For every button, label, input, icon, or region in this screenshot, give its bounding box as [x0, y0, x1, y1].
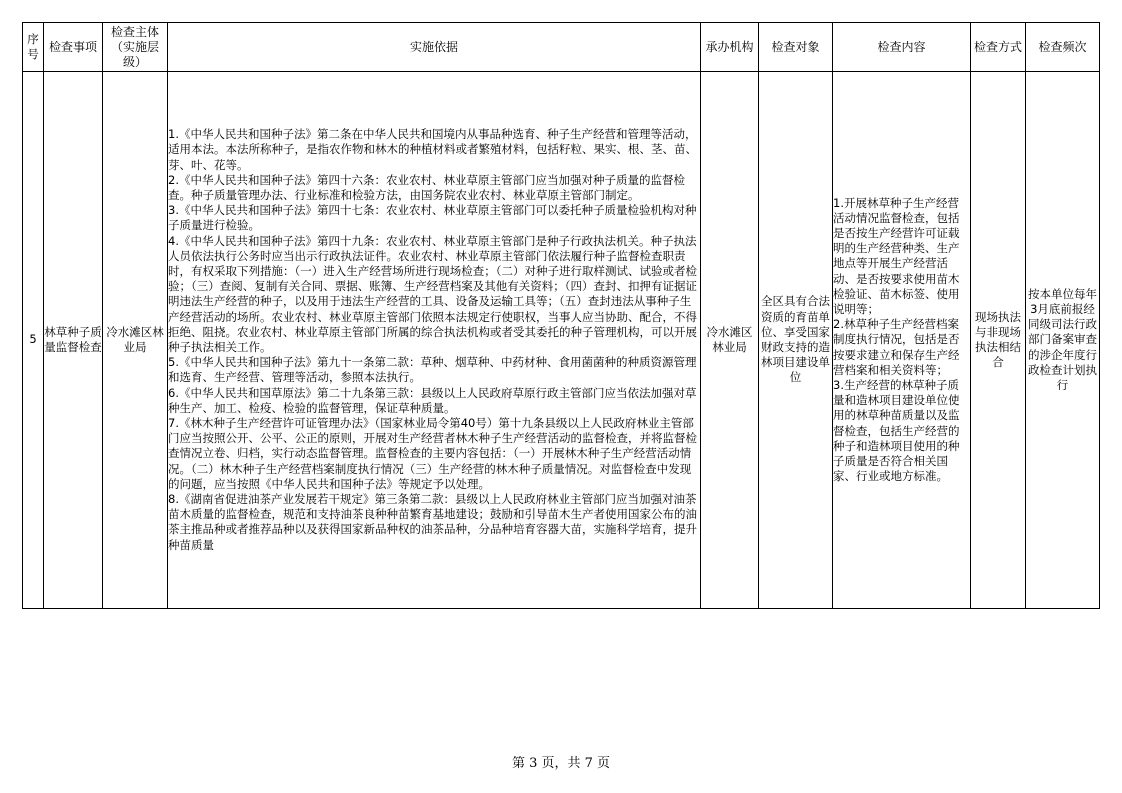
- header-subject: 检查主体（实施层级）: [103, 23, 168, 72]
- header-content: 检查内容: [833, 23, 971, 72]
- page-footer: 第 3 页，共 7 页: [511, 756, 611, 771]
- row-method: 现场执法与非现场执法相结合: [971, 72, 1026, 609]
- header-agency: 承办机构: [701, 23, 759, 72]
- basis-clause: 6.《中华人民共和国草原法》第二十九条第三款：县级以上人民政府草原行政主管部门应当依法加强对草种生产、加工、检疫、检验的监督管理，保证草种质量。: [168, 385, 697, 415]
- header-method: 检查方式: [971, 23, 1026, 72]
- content-item: 2.林草种子生产经营档案制度执行情况，包括是否按要求建立和保存生产经营档案和相关资料等；: [833, 317, 960, 377]
- header-seq: 序号: [23, 23, 44, 72]
- content-item: 3.生产经营的林草种子质量和造林项目建设单位使用的林草种苗质量以及监督检查，包括生产经营的种子和造林项目使用的种子质量是否符合相关国家、行业或地方标准。: [833, 378, 960, 484]
- content-item: 1.开展林草种子生产经营活动情况监督检查，包括是否按生产经营许可证载明的生产经营种类、生产地点等开展生产经营活动、是否按要求使用苗木检验证、苗木标签、使用说明等；: [833, 195, 960, 316]
- basis-clause: 2.《中华人民共和国种子法》第四十六条：农业农村、林业草原主管部门应当加强对种子质量的监督检查。种子质量管理办法、行业标准和检验方法，由国务院农业农村、林业草原主管部门制定。: [168, 172, 685, 202]
- header-row: [23, 23, 1100, 72]
- basis-clause: 5.《中华人民共和国种子法》第九十一条第二款：草种、烟草种、中药材种、食用菌菌种的种质资源管理和选育、生产经营、管理等活动，参照本法执行。: [168, 355, 697, 385]
- basis-clause: 7.《林木种子生产经营许可证管理办法》（国家林业局令第40号）第十九条县级以上人民政府林业主管部门应当按照公开、公平、公正的原则，开展对生产经营者林木种子生产经营活动的监督检查，并将监督检查情况立卷、归档，实行动态监督管理。监督检查的主要内容包括：（一）开展林木种子生产经营活动情况。（二）林木种子生产经营档案制度执行情况（三）生产经营的林木种子质量情况。对监督检查中发现的问题，应当按照《中华人民共和国种子法》等规定予以处理。: [168, 416, 697, 491]
- row-frequency: 按本单位每年3月底前报经同级司法行政部门备案审查的涉企年度行政检查计划执行: [1026, 72, 1100, 609]
- basis-clause: 1.《中华人民共和国种子法》第二条在中华人民共和国境内从事品种选育、种子生产经营和管理等活动，适用本法。本法所称种子，是指农作物和林木的种植材料或者繁殖材料，包括籽粒、果实、根、茎、苗、芽、叶、花等。: [168, 127, 697, 172]
- row-agency: 冷水滩区林业局: [701, 72, 759, 609]
- basis-clause: 4.《中华人民共和国种子法》第四十九条：农业农村、林业草原主管部门是种子行政执法机关。种子执法人员依法执行公务时应当出示行政执法证件。农业农村、林业草原主管部门依法履行种子监督检查职责时，有权采取下列措施：（一）进入生产经营场所进行现场检查；（二）对种子进行取样测试、试验或者检验；（三）查阅、复制有关合同、票据、账簿、生产经营档案及其他有关资料；（四）查封、扣押有证据证明违法生产经营的种子，以及用于违法生产经营的工具、设备及运输工具等；（五）查封违法从事种子生产经营活动的场所。农业农村、林业草原主管部门依照本法规定行使职权，当事人应当协助、配合，不得拒绝、阻挠。农业农村、林业草原主管部门所属的综合执法机构或者受其委托的种子管理机构，可以开展种子执法相关工作。: [168, 233, 697, 354]
- row-content: [833, 72, 971, 609]
- table-row: [23, 72, 1100, 609]
- row-seq: 5: [23, 72, 44, 609]
- row-basis: [168, 72, 701, 609]
- header-frequency: 检查频次: [1026, 23, 1100, 72]
- header-basis: 实施依据: [168, 23, 701, 72]
- header-item: 检查事项: [44, 23, 103, 72]
- inspection-table: [22, 22, 1100, 609]
- basis-clause: 8.《湖南省促进油茶产业发展若干规定》第三条第二款：县级以上人民政府林业主管部门应当加强对油茶苗木质量的监督检查，规范和支持油茶良种种苗繁育基地建设；鼓励和引导苗木生产者使用国家公布的油茶主推品种或者推荐品种以及获得国家新品种权的油茶品种，分品种培育容器大苗，实施科学培育，提升种苗质量: [168, 492, 697, 552]
- basis-clause: 3.《中华人民共和国种子法》第四十七条：农业农村、林业草原主管部门可以委托种子质量检验机构对种子质量进行检验。: [168, 203, 697, 233]
- row-item: 林草种子质量监督检查: [44, 72, 103, 609]
- row-target: 全区具有合法资质的育苗单位、享受国家财政支持的造林项目建设单位: [759, 72, 833, 609]
- row-subject: 冷水滩区林业局: [103, 72, 168, 609]
- header-target: 检查对象: [759, 23, 833, 72]
